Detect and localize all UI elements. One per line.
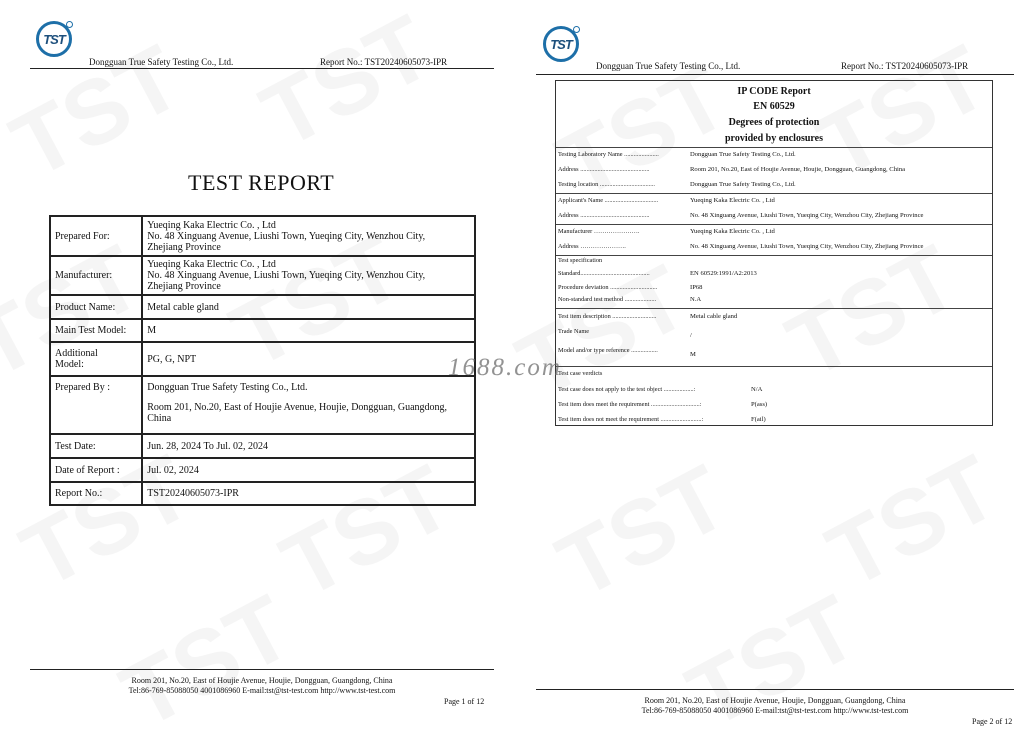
section-divider	[556, 147, 992, 148]
test-case-verdicts-heading: Test case verdicts	[558, 370, 603, 377]
manufacturer-address-value: No. 48 Xinguang Avenue, Liushi Town, Yueqing City, Wenzhou City, Zhejiang Province	[690, 243, 924, 250]
test-specification-heading: Test specification	[558, 257, 603, 264]
table-row	[50, 342, 475, 376]
manufacturer-value: Yueqing Kaka Electric Co. , Ltd No. 48 Xinguang Avenue, Liushi Town, Yueqing City, Wenzhou City, Zhejiang Province	[142, 256, 475, 295]
standard-value: EN 60529:1991/A2:2013	[690, 270, 757, 277]
report-number-header: Report No.: TST20240605073-IPR	[841, 61, 969, 71]
site-watermark: 1688.com	[448, 354, 562, 381]
company-name-header: Dongguan True Safety Testing Co., Ltd.	[596, 61, 741, 71]
tst-watermark	[106, 575, 309, 749]
procedure-deviation-value: IP68	[690, 284, 703, 291]
prepared-for-label: Prepared For:	[50, 216, 142, 256]
applicant-address-value: No. 48 Xinguang Avenue, Liushi Town, Yueqing City, Wenzhou City, Zhejiang Province	[690, 212, 924, 219]
report-number-header: Report No.: TST20240605073-IPR	[320, 57, 448, 67]
prepared-by-value: Dongguan True Safety Testing Co., Ltd. Room 201, No.20, East of Houjie Avenue, Houjie, Dongguan, Guangdong, China	[142, 376, 475, 434]
report-subtitle-2: provided by enclosures	[725, 133, 823, 144]
trade-name-label: Trade Name	[558, 328, 590, 335]
main-test-model-label: Main Test Model:	[50, 319, 142, 342]
section-divider	[556, 308, 992, 309]
section-divider	[556, 255, 992, 256]
applicant-name-value: Yueqing Kaka Electric Co. , Ltd	[690, 197, 775, 204]
tst-logo-icon: TST	[543, 26, 579, 62]
additional-model-value: PG, G, NPT	[142, 342, 475, 376]
main-test-model-value: M	[142, 319, 475, 342]
report-page-2	[516, 0, 1033, 730]
lab-address-value: Room 201, No.20, East of Houjie Avenue, Houjie, Dongguan, Guangdong, China	[690, 166, 906, 173]
table-row	[50, 376, 475, 434]
verdict-na-value: N/A	[751, 386, 763, 393]
prepared-by-label: Prepared By :	[50, 376, 142, 434]
tst-watermark	[812, 435, 1015, 609]
header-rule	[30, 68, 494, 69]
item-description-value: Metal cable gland	[690, 313, 738, 320]
page-title: TEST REPORT	[188, 170, 335, 195]
tst-watermark	[246, 0, 449, 170]
ip-code-report-box	[555, 80, 993, 426]
table-row	[50, 295, 475, 319]
section-divider	[556, 366, 992, 367]
tst-watermark	[672, 575, 875, 749]
item-description-label: Test item description ............................	[558, 313, 657, 320]
table-row	[50, 434, 475, 458]
footer-text: Room 201, No.20, East of Houjie Avenue, Houjie, Dongguan, Guangdong, China Tel:86-769-85088050 4001086960 E-mail:tst@tst-test.com http://www.tst-test.com	[128, 676, 396, 695]
report-no-label: Report No.:	[50, 482, 142, 505]
lab-name-label: Testing Laboratory Name ......................	[558, 151, 659, 158]
table-row	[50, 256, 475, 295]
footer-text: Room 201, No.20, East of Houjie Avenue, Houjie, Dongguan, Guangdong, China Tel:86-769-85088050 4001086960 E-mail:tst@tst-test.com http://www.tst-test.com	[641, 696, 909, 715]
testing-location-label: Testing location ...................................	[558, 181, 655, 188]
report-page-1	[0, 0, 516, 730]
lab-name-value: Dongguan True Safety Testing Co., Ltd.	[690, 151, 796, 158]
product-name-value: Metal cable gland	[142, 295, 475, 319]
tst-watermark	[0, 25, 198, 199]
date-of-report-value: Jul. 02, 2024	[142, 458, 475, 482]
verdict-pass-label: Test item does meet the requirement ...............................:	[558, 401, 702, 408]
non-standard-method-label: Non-standard test method ....................	[558, 296, 657, 303]
verdict-na-label: Test case does not apply to the test object ...................:	[558, 386, 696, 393]
report-subtitle-1: Degrees of protection	[728, 117, 820, 128]
tst-logo-icon: TST	[36, 21, 72, 57]
manufacturer-label: Manufacturer ………………….	[558, 228, 640, 235]
page-number: Page 1 of 12	[444, 697, 485, 706]
date-of-report-label: Date of Report :	[50, 458, 142, 482]
prepared-for-value: Yueqing Kaka Electric Co. , Ltd No. 48 Xinguang Avenue, Liushi Town, Yueqing City, Wenzhou City, Zhejiang Province	[142, 216, 475, 256]
test-date-label: Test Date:	[50, 434, 142, 458]
report-no-value: TST20240605073-IPR	[142, 482, 475, 505]
page-number: Page 2 of 12	[972, 717, 1013, 726]
standard-label: Standard............................................	[558, 270, 650, 277]
section-divider	[556, 224, 992, 225]
model-reference-label: Model and/or type reference .................	[558, 347, 658, 354]
footer-rule	[536, 689, 1014, 690]
table-row	[50, 216, 475, 256]
footer-rule	[30, 669, 494, 670]
additional-model-label: Additional Model:	[50, 342, 142, 376]
test-date-value: Jun. 28, 2024 To Jul. 02, 2024	[142, 434, 475, 458]
applicant-name-label: Applicant's Name ..................................	[558, 197, 659, 204]
section-divider	[556, 193, 992, 194]
non-standard-method-value: N.A	[690, 296, 702, 303]
report-standard-title: EN 60529	[753, 101, 795, 112]
model-reference-value: M	[690, 351, 696, 358]
tst-watermark	[542, 445, 745, 619]
table-row	[50, 482, 475, 505]
manufacturer-label: Manufacturer:	[50, 256, 142, 295]
manufacturer-value: Yueqing Kaka Electric Co. , Ltd	[690, 228, 775, 235]
header-rule	[536, 74, 1014, 75]
report-info-table	[49, 215, 476, 506]
applicant-address-label: Address ............................................	[558, 212, 650, 219]
verdict-pass-value: P(ass)	[751, 401, 768, 408]
table-row	[50, 319, 475, 342]
table-row	[50, 458, 475, 482]
product-name-label: Product Name:	[50, 295, 142, 319]
trade-name-value: /	[690, 332, 692, 339]
procedure-deviation-label: Procedure deviation ..............................	[558, 284, 658, 291]
verdict-fail-value: F(ail)	[751, 416, 766, 423]
testing-location-value: Dongguan True Safety Testing Co., Ltd.	[690, 181, 796, 188]
report-title: IP CODE Report	[737, 86, 811, 97]
manufacturer-address-label: Address ………………….	[558, 243, 626, 250]
verdict-fail-label: Test item does not meet the requirement ..........................:	[558, 416, 704, 423]
company-name-header: Dongguan True Safety Testing Co., Ltd.	[89, 57, 234, 67]
lab-address-label: Address ............................................	[558, 166, 650, 173]
